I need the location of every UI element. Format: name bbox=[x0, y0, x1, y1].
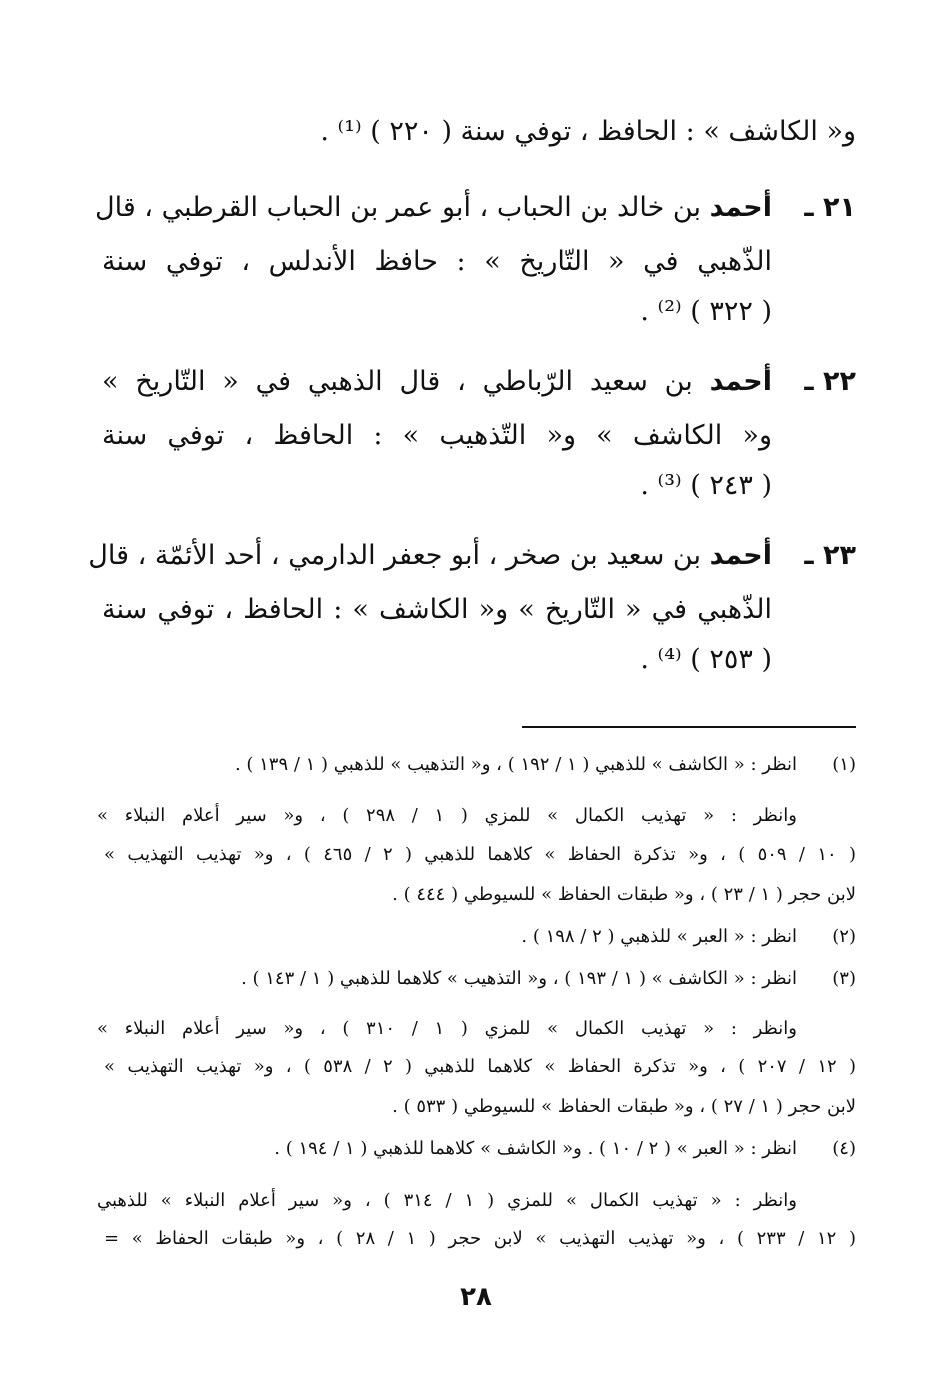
footnote-line: لابن حجر ( ١ / ٢٣ ) ، و« طبقات الحفاظ » للسيوطي ( ٤٤٤ ) . bbox=[392, 884, 856, 905]
footnote-line: انظر : « الكاشف » للذهبي ( ١ / ١٩٢ ) ، و« التذهيب » للذهبي ( ١ / ١٣٩ ) . bbox=[234, 754, 797, 775]
entry-name: أحمد bbox=[709, 366, 772, 397]
entry-name: أحمد bbox=[709, 192, 772, 223]
footnote-line: انظر : « الكاشف » ( ١ / ١٩٣ ) ، و« التذهيب » كلاهما للذهبي ( ١ / ١٤٣ ) . bbox=[241, 968, 797, 989]
footnote-line: ( ١٢ / ٢٣٣ ) ، و« تهذيب التهذيب » لابن حجر ( ١ / ٢٨ ) ، و« طبقات الحفاظ » = bbox=[104, 1228, 856, 1249]
entry-text: بن خالد بن الحباب ، أبو عمر بن الحباب القرطبي ، قال bbox=[94, 192, 701, 223]
entry-line: و« الكاشف » و« التّذهيب » : الحافظ ، توفي سنة bbox=[102, 420, 772, 451]
entry-line bbox=[102, 362, 772, 402]
entry-line: ( ٢٤٣ ) ⁽³⁾ . bbox=[640, 470, 772, 501]
footnote-line: لابن حجر ( ١ / ٢٧ ) ، و« طبقات الحفاظ » للسيوطي ( ٥٣٣ ) . bbox=[392, 1096, 856, 1117]
footnote-line: وانظر : « تهذيب الكمال » للمزي ( ١ / ٢٩٨ ) ، و« سير أعلام النبلاء » bbox=[97, 805, 797, 826]
footnote-number: (٤) bbox=[832, 1138, 856, 1159]
entry-line: الذّهبي في « التّاريخ » و« الكاشف » : الحافظ ، توفي سنة bbox=[102, 594, 772, 625]
footnote-line: انظر : « العبر » للذهبي ( ٢ / ١٩٨ ) . bbox=[521, 926, 797, 947]
footnote-number: (١) bbox=[832, 754, 856, 775]
entry-line: ( ٢٥٣ ) ⁽⁴⁾ . bbox=[640, 644, 772, 675]
entry-number: ٢٢ ـ bbox=[804, 366, 856, 397]
entry-number: ٢٣ ـ bbox=[804, 540, 856, 571]
entry-number: ٢١ ـ bbox=[804, 192, 856, 223]
entry-line: ( ٣٢٢ ) ⁽²⁾ . bbox=[640, 296, 772, 327]
footnote-number: (٣) bbox=[832, 968, 856, 989]
entry-name: أحمد bbox=[709, 540, 772, 571]
entry-text: بن سعيد الرّباطي ، قال الذهبي في « التّاريخ » bbox=[102, 366, 693, 397]
entry-line bbox=[94, 188, 772, 228]
footnote-number: (٢) bbox=[832, 926, 856, 947]
continuation-line: و« الكاشف » : الحافظ ، توفي سنة ( ٢٢٠ ) ⁽¹⁾ . bbox=[320, 116, 856, 147]
footnote-separator bbox=[522, 726, 856, 728]
footnote-line: ( ١٠ / ٥٠٩ ) ، و« تذكرة الحفاظ » كلاهما للذهبي ( ٢ / ٤٦٥ ) ، و« تهذيب التهذيب » bbox=[104, 844, 856, 865]
footnote-line: ( ١٢ / ٢٠٧ ) ، و« تذكرة الحفاظ » كلاهما للذهبي ( ٢ / ٥٣٨ ) ، و« تهذيب التهذيب » bbox=[104, 1056, 856, 1077]
entry-line: الذّهبي في « التّاريخ » : حافظ الأندلس ، توفي سنة bbox=[102, 246, 772, 277]
footnote-line: وانظر : « تهذيب الكمال » للمزي ( ١ / ٣١٤ ) ، و« سير أعلام النبلاء » للذهبي bbox=[97, 1190, 798, 1211]
page-number: ٢٨ bbox=[460, 1282, 492, 1312]
footnote-line: انظر : « العبر » ( ٢ / ١٠ ) . و« الكاشف » كلاهما للذهبي ( ١ / ١٩٤ ) . bbox=[274, 1138, 797, 1159]
footnote-line: وانظر : « تهذيب الكمال » للمزي ( ١ / ٣١٠ ) ، و« سير أعلام النبلاء » bbox=[97, 1018, 797, 1039]
entry-text: بن سعيد بن صخر ، أبو جعفر الدارمي ، أحد الأئمّة ، قال bbox=[88, 540, 701, 571]
entry-line bbox=[88, 536, 772, 576]
